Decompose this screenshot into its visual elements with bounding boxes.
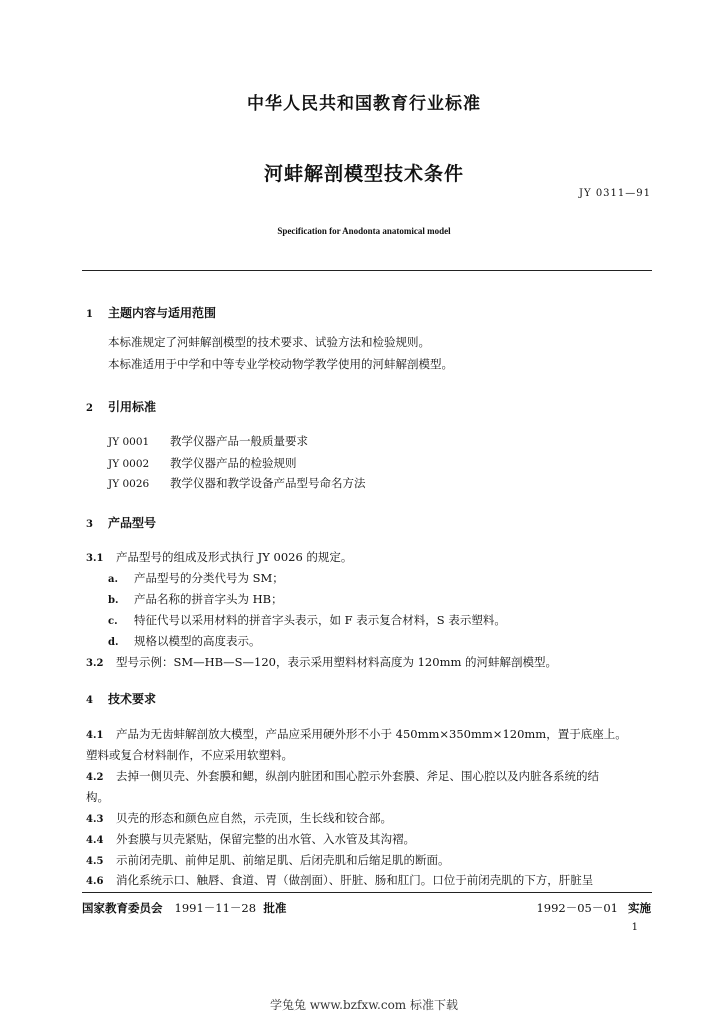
sub-item <box>108 570 284 586</box>
clause-text: 产品型号的组成及形式执行 JY 0026 的规定。 <box>116 550 353 564</box>
org-standard-heading: 中华人民共和国教育行业标准 <box>247 94 481 114</box>
clause-4-2-continued: 构。 <box>86 790 109 804</box>
sub-label: c. <box>108 616 118 627</box>
clause-text: 外套膜与贝壳紧贴，保留完整的出水管、入水管及其沟褶。 <box>116 832 415 846</box>
clause-number: 4.6 <box>86 876 104 887</box>
sub-label: d. <box>108 637 119 648</box>
clause-4-1 <box>86 726 627 742</box>
issuer: 国家教育委员会 <box>82 901 163 915</box>
reference-code: JY 0001 <box>108 436 150 448</box>
standard-code: JY 0311—91 <box>579 188 651 199</box>
clause-4-6 <box>86 872 593 888</box>
section-number: 1 <box>86 309 93 320</box>
clause-number: 4.2 <box>86 772 104 783</box>
approval-date: 1991－11－28 <box>174 901 257 915</box>
reference-code: JY 0026 <box>108 478 150 490</box>
clause-4-2 <box>86 768 599 784</box>
clause-4-3 <box>86 810 392 826</box>
page-number: 1 <box>631 922 638 933</box>
clause-number: 4.1 <box>86 730 104 741</box>
section-title: 引用标准 <box>108 400 157 414</box>
sub-text: 产品型号的分类代号为 SM； <box>134 571 284 585</box>
clause-text: 产品为无齿蚌解剖放大模型，产品应采用硬外形不小于 450mm×350mm×120mm，置于底座上。 <box>116 727 627 741</box>
clause-number: 3.2 <box>86 658 104 669</box>
sub-label: b. <box>108 595 119 606</box>
clause-text: 贝壳的形态和颜色应自然，示壳顶，生长线和铰合部。 <box>116 811 392 825</box>
clause-number: 3.1 <box>86 553 104 564</box>
section-number: 4 <box>86 695 93 706</box>
clause-number: 4.4 <box>86 835 104 846</box>
site-watermark: 学兔兔 www.bzfxw.com 标准下载 <box>269 998 459 1012</box>
section-3-heading <box>86 514 156 531</box>
sub-item <box>108 612 506 628</box>
sub-text: 规格以模型的高度表示。 <box>134 634 261 648</box>
english-title: Specification for Anodonta anatomical model <box>277 226 451 236</box>
section-title: 技术要求 <box>108 692 157 706</box>
implementation-label: 实施 <box>628 901 651 915</box>
clause-4-5 <box>86 852 450 868</box>
sub-item <box>108 633 261 649</box>
sub-text: 特征代号以采用材料的拼音字头表示，如 F 表示复合材料，S 表示塑料。 <box>134 613 506 627</box>
approval-label: 批准 <box>263 901 287 915</box>
section-number: 3 <box>86 519 93 530</box>
section-4-heading <box>86 690 156 707</box>
approval-info <box>82 900 298 916</box>
clause-number: 4.3 <box>86 814 104 825</box>
reference-code: JY 0002 <box>108 458 150 470</box>
sub-label: a. <box>108 574 118 585</box>
clause-4-1-continued: 塑料或复合材料制作，不应采用软塑料。 <box>86 748 293 762</box>
section-number: 2 <box>86 403 93 414</box>
clause-text: 消化系统示口、触唇、食道、胃（做剖面）、肝脏、肠和肛门。口位于前闭壳肌的下方，肝脏呈 <box>116 873 594 887</box>
implementation-info <box>536 900 651 916</box>
clause-number: 4.5 <box>86 856 104 867</box>
s1-paragraph-1: 本标准规定了河蚌解剖模型的技术要求、试验方法和检验规则。 <box>108 335 430 349</box>
implementation-date: 1992－05－01 <box>536 901 618 915</box>
reference-item <box>108 475 366 491</box>
reference-title: 教学仪器产品一般质量要求 <box>170 434 308 448</box>
section-2-heading <box>86 398 156 415</box>
reference-title: 教学仪器和教学设备产品型号命名方法 <box>170 476 366 490</box>
clause-4-4 <box>86 831 415 847</box>
sub-item <box>108 591 283 607</box>
sub-text: 产品名称的拼音字头为 HB； <box>134 592 283 606</box>
section-title: 主题内容与适用范围 <box>108 306 217 320</box>
clause-3-1 <box>86 549 352 565</box>
top-divider <box>82 270 652 271</box>
section-title: 产品型号 <box>108 516 157 530</box>
document-title: 河蚌解剖模型技术条件 <box>263 163 464 185</box>
section-1-heading <box>86 304 216 321</box>
clause-text: 示前闭壳肌、前伸足肌、前缩足肌、后闭壳肌和后缩足肌的断面。 <box>116 853 450 867</box>
reference-title: 教学仪器产品的检验规则 <box>170 456 297 470</box>
bottom-divider <box>82 892 652 893</box>
clause-text: 去掉一侧贝壳、外套膜和鳃，纵剖内脏团和围心腔示外套膜、斧足、围心腔以及内脏各系统的结 <box>116 769 599 783</box>
clause-3-2 <box>86 654 557 670</box>
reference-item <box>108 433 308 449</box>
clause-text: 型号示例：SM—HB—S—120，表示采用塑料材料高度为 120mm 的河蚌解剖模型。 <box>116 655 558 669</box>
s1-paragraph-2: 本标准适用于中学和中等专业学校动物学教学使用的河蚌解剖模型。 <box>108 357 453 371</box>
reference-item <box>108 455 297 471</box>
